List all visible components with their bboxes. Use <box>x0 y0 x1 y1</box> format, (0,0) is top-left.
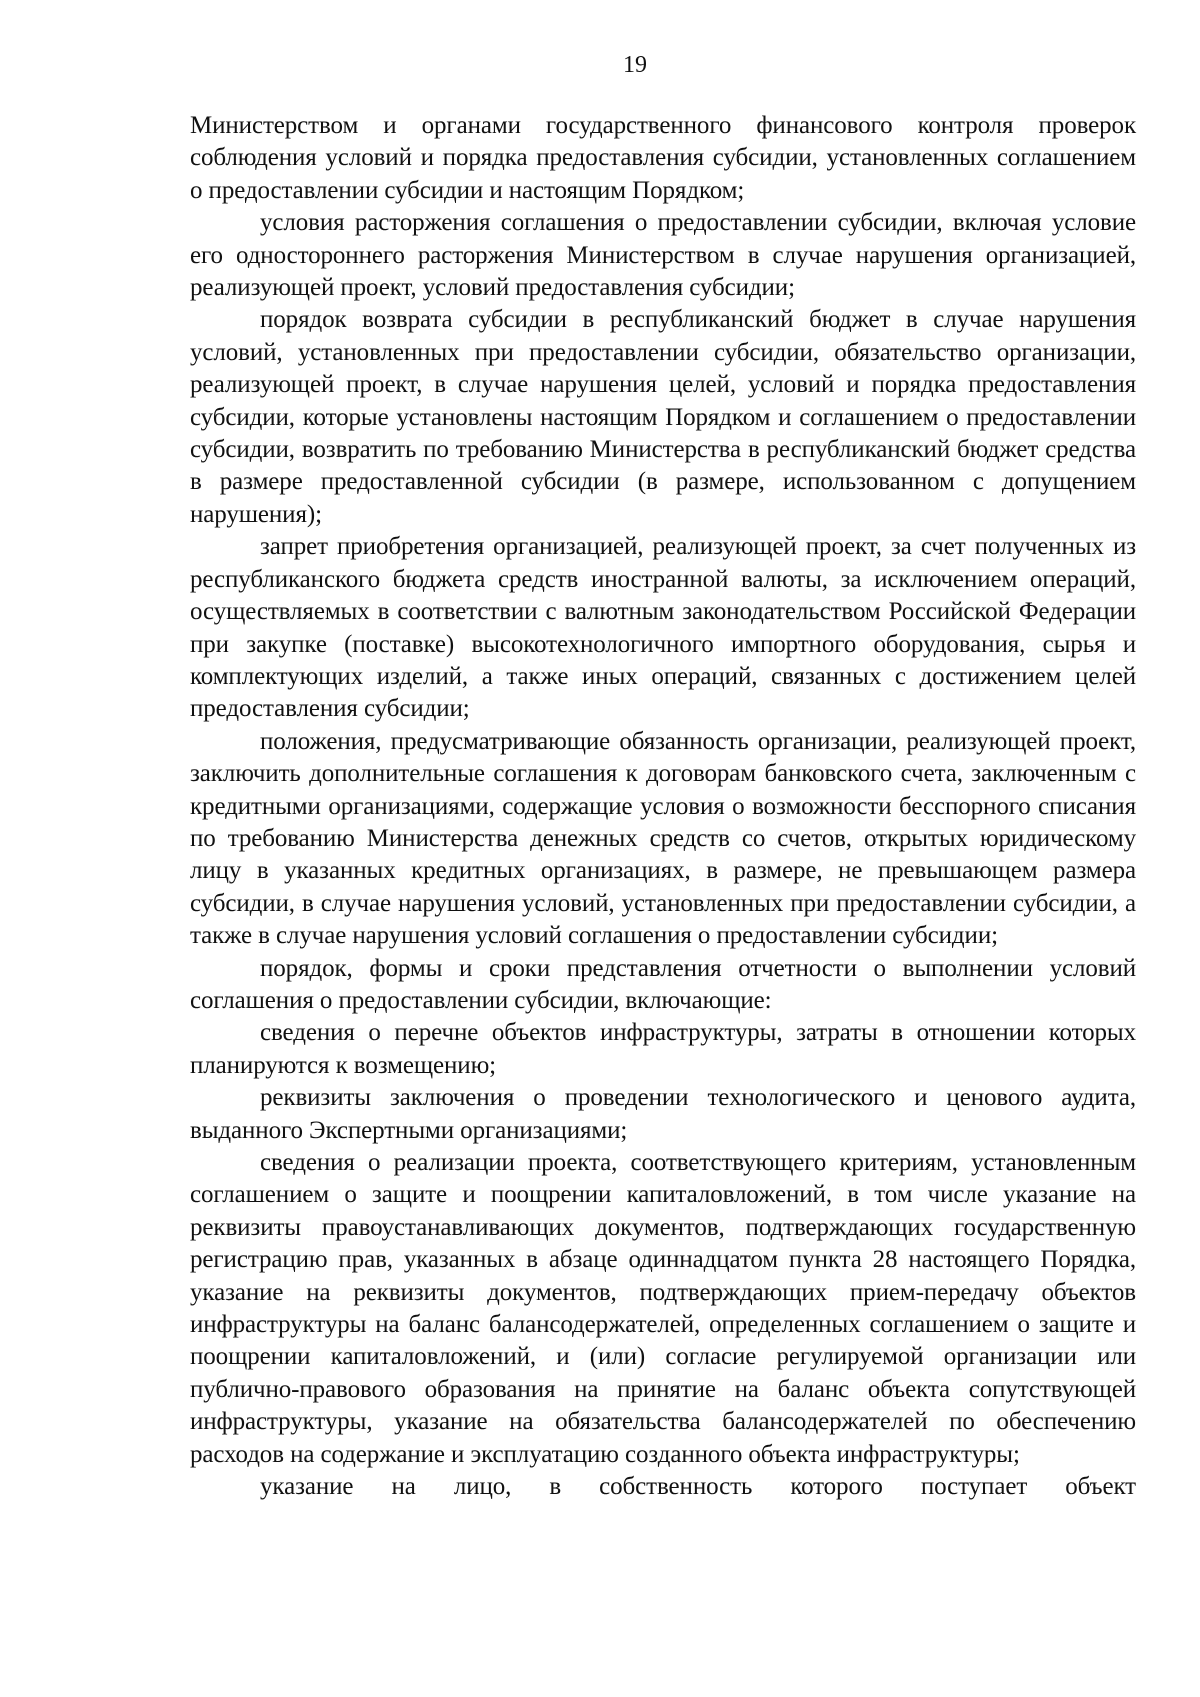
paragraph: положения, предусматривающие обязанность организации, реализующей проект, заключить дополнительные соглашения к договорам банковского счета, заключенным с кредитными организациями, содержащие условия о возможности бесспорного списания по требованию Министерства денежных средств со счетов, открытых юридическому лицу в указанных кредитных организациях, в размере, не превышающем размера субсидии, в случае нарушения условий, установленных при предоставлении субсидии, а также в случае нарушения условий соглашения о предоставлении субсидии; <box>190 727 1136 950</box>
paragraph: Министерством и органами государственного финансового контроля проверок соблюдения условий и порядка предоставления субсидии, установленных соглашением о предоставлении субсидии и настоящим Порядком; <box>190 112 1136 204</box>
paragraph: порядок возврата субсидии в республиканский бюджет в случае нарушения условий, установленных при предоставлении субсидии, обязательство организации, реализующей проект, в случае нарушения целей, условий и порядка предоставления субсидии, которые установлены настоящим Порядком и соглашением о предоставлении субсидии, возвратить по требованию Министерства в республиканский бюджет средства в размере предоставленной субсидии (в размере, использованном с допущением нарушения); <box>190 306 1136 528</box>
paragraph: сведения о перечне объектов инфраструктуры, затраты в отношении которых планируются к возмещению; <box>190 1019 1136 1079</box>
paragraph: запрет приобретения организацией, реализующей проект, за счет полученных из республиканского бюджета средств иностранной валюты, за исключением операций, осуществляемых в соответствии с валютным законодательством Российской Федерации при закупке (поставке) высокотехнологичного импортного оборудования, сырья и комплектующих изделий, а также иных операций, связанных с достижением целей предоставления субсидии; <box>190 533 1136 723</box>
page-number: 19 <box>623 52 647 78</box>
paragraph: реквизиты заключения о проведении технологического и ценового аудита, выданного Экспертными организациями; <box>190 1084 1136 1144</box>
paragraph: сведения о реализации проекта, соответствующего критериям, установленным соглашением о защите и поощрении капиталовложений, в том числе указание на реквизиты правоустанавливающих документов, подтверждающих государственную регистрацию прав, указанных в абзаце одиннадцатом пункта 28 настоящего Порядка, указание на реквизиты документов, подтверждающих прием-передачу объектов инфраструктуры на баланс балансодержателей, определенных соглашением о защите и поощрении капиталовложений, и (или) согласие регулируемой организации или публично-правового образования на принятие на баланс объекта сопутствующей инфраструктуры, указание на обязательства балансодержателей по обеспечению расходов на содержание и эксплуатацию созданного объекта инфраструктуры; <box>190 1149 1136 1468</box>
paragraph: порядок, формы и сроки представления отчетности о выполнении условий соглашения о предоставлении субсидии, включающие: <box>190 954 1136 1014</box>
document-body <box>190 110 1136 1503</box>
paragraph: указание на лицо, в собственность которого поступает объект <box>260 1473 1136 1501</box>
paragraph: условия расторжения соглашения о предоставлении субсидии, включая условие его одностороннего расторжения Министерством в случае нарушения организацией, реализующей проект, условий предоставления субсидии; <box>190 209 1136 302</box>
